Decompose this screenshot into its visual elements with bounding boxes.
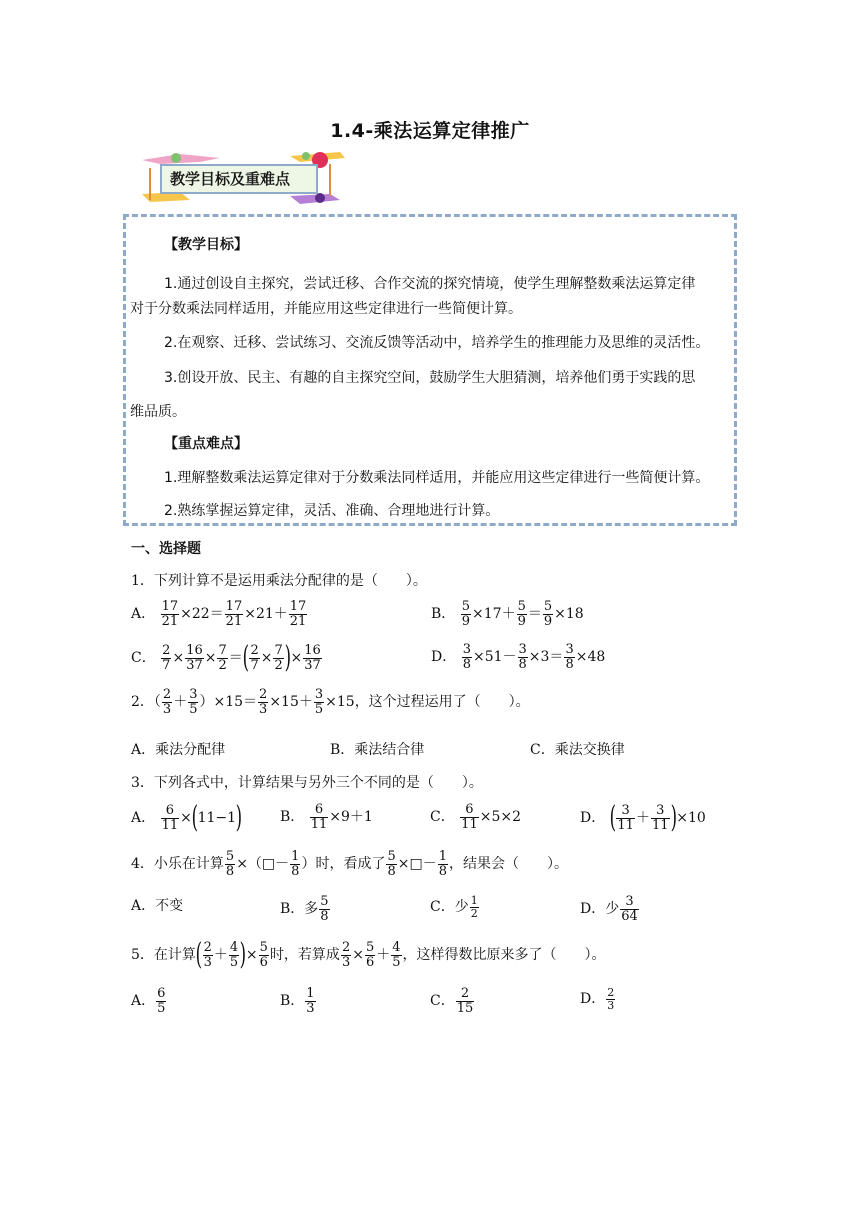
- q5-d-label: D．: [580, 991, 606, 1008]
- section-banner: [140, 150, 350, 206]
- keypoints-heading: 【重点难点】: [164, 436, 248, 452]
- q1-option-c: C． $\frac{2}{7}$ × $\frac{16}{37}$ × $\frac{7}{2}$ ＝( $\frac{2}{7}$ × $\frac{7}{2}$ )× $\frac{16}{37}$: [131, 640, 321, 675]
- q5-option-a: A． $\frac{6}{5}$: [131, 986, 166, 1016]
- q4-option-b: B．多 $\frac{5}{8}$: [280, 894, 329, 924]
- q4-part3: ，结果会（ ）。: [448, 856, 568, 873]
- goal-2: 2.在观察、迁移、尝试练习、交流反馈等活动中，培养学生的推理能力及思维的灵活性。: [164, 335, 710, 351]
- q4-b-label: B．多: [280, 901, 319, 918]
- goal-1a: 1.通过创设自主探究，尝试迁移、合作交流的探究情境，使学生理解整数乘法运算定律: [164, 276, 696, 292]
- q5-part2: 时，若算成: [269, 947, 340, 963]
- q3-option-b: B． $\frac{6}{11}$ ×9＋1: [280, 802, 373, 832]
- q5-b-label: B．: [280, 993, 305, 1010]
- q5-option-d: D． $\frac{2}{3}$: [580, 986, 615, 1012]
- question-2-stem: 2．（ $\frac{2}{3}$ ＋ $\frac{3}{5}$ ）×15＝ $\frac{2}{3}$ ×15＋ $\frac{3}{5}$ ×15，这个过程运用了（ ）。: [131, 687, 530, 717]
- question-5-stem: 5．在计算( $\frac{2}{3}$ ＋ $\frac{4}{5}$ )× $\frac{5}{6}$ 时，若算成 $\frac{2}{3}$ × $\frac{5}{6}$ ＋ $\frac{4}{5}$ ，这样得数比原来多了（ ）。: [131, 937, 606, 972]
- q3-c-label: C．: [430, 809, 455, 826]
- q3-option-d: D． ( $\frac{3}{11}$ ＋ $\frac{3}{11}$ )×10: [580, 800, 706, 835]
- q2-option-c: C．乘法交换律: [530, 742, 625, 758]
- q5-part1: 5．在计算: [131, 947, 196, 963]
- q5-option-b: B． $\frac{1}{3}$: [280, 986, 315, 1016]
- q1-d-label: D．: [431, 649, 457, 666]
- section-heading: 一、选择题: [131, 541, 201, 557]
- q2-option-a: A．乘法分配律: [131, 742, 226, 758]
- q1-option-a: A． $\frac{17}{21}$ ×22＝ $\frac{17}{21}$ ×21＋ $\frac{17}{21}$: [131, 599, 307, 629]
- goal-3a: 3.创设开放、民主、有趣的自主探究空间，鼓励学生大胆猜测，培养他们勇于实践的思: [164, 370, 696, 386]
- q4-c-label: C．少: [430, 899, 469, 916]
- q1-option-b: B． $\frac{5}{9}$ ×17＋ $\frac{5}{9}$ ＝ $\frac{5}{9}$ ×18: [431, 599, 584, 629]
- q1-a-label: A．: [131, 606, 156, 623]
- q5-part3: ，这样得数比原来多了（ ）。: [402, 947, 606, 963]
- q4-d-label: D．少: [580, 901, 620, 918]
- q4-part2: 时，看成了: [315, 856, 386, 873]
- goals-box: [123, 214, 737, 526]
- q4-option-c: C．少 $\frac{1}{2}$: [430, 894, 478, 920]
- q1-b-label: B．: [431, 606, 456, 623]
- q3-a-label: A．: [131, 810, 156, 826]
- question-1-stem: 1．下列计算不是运用乘法分配律的是（ ）。: [131, 573, 427, 589]
- q4-option-a: A．不变: [131, 898, 184, 914]
- question-3-stem: 3．下列各式中，计算结果与另外三个不同的是（ ）。: [131, 775, 483, 791]
- q2-option-b: B．乘法结合律: [330, 742, 425, 758]
- banner-label: 教学目标及重难点: [170, 170, 291, 188]
- q3-option-c: C． $\frac{6}{11}$ ×5×2: [430, 802, 521, 832]
- goal-1b: 对于分数乘法同样适用，并能应用这些定律进行一些简便计算。: [130, 301, 522, 317]
- goal-3b: 维品质。: [130, 404, 186, 420]
- keypoint-2: 2.熟练掌握运算定律，灵活、准确、合理地进行计算。: [164, 503, 500, 519]
- keypoint-1: 1.理解整数乘法运算定律对于分数乘法同样适用，并能应用这些定律进行一些简便计算。: [164, 470, 710, 486]
- q3-d-label: D．: [580, 810, 606, 826]
- q5-option-c: C． $\frac{2}{15}$: [430, 986, 474, 1016]
- q4-part1: 4．小乐在计算: [131, 856, 224, 873]
- q3-b-label: B．: [280, 809, 305, 826]
- q2-number: 2．: [131, 694, 154, 711]
- q3-option-a: A． $\frac{6}{11}$ ×(11−1): [131, 800, 243, 835]
- q5-c-label: C．: [430, 993, 455, 1010]
- q2-text: ，这个过程运用了（ ）。: [354, 694, 530, 711]
- page-title: 1.4-乘法运算定律推广: [330, 120, 530, 142]
- goals-heading: 【教学目标】: [164, 237, 248, 253]
- q1-c-label: C．: [131, 650, 156, 666]
- q4-option-d: D．少 $\frac{3}{64}$: [580, 894, 638, 924]
- q5-a-label: A．: [131, 993, 156, 1010]
- q1-option-d: D． $\frac{3}{8}$ ×51－ $\frac{3}{8}$ ×3＝ $\frac{3}{8}$ ×48: [431, 642, 606, 672]
- question-4-stem: 4．小乐在计算 $\frac{5}{8}$ ×（□－ $\frac{1}{8}$ ）时，看成了 $\frac{5}{8}$ ×□－ $\frac{1}{8}$ ，结果会（ ）。: [131, 849, 568, 879]
